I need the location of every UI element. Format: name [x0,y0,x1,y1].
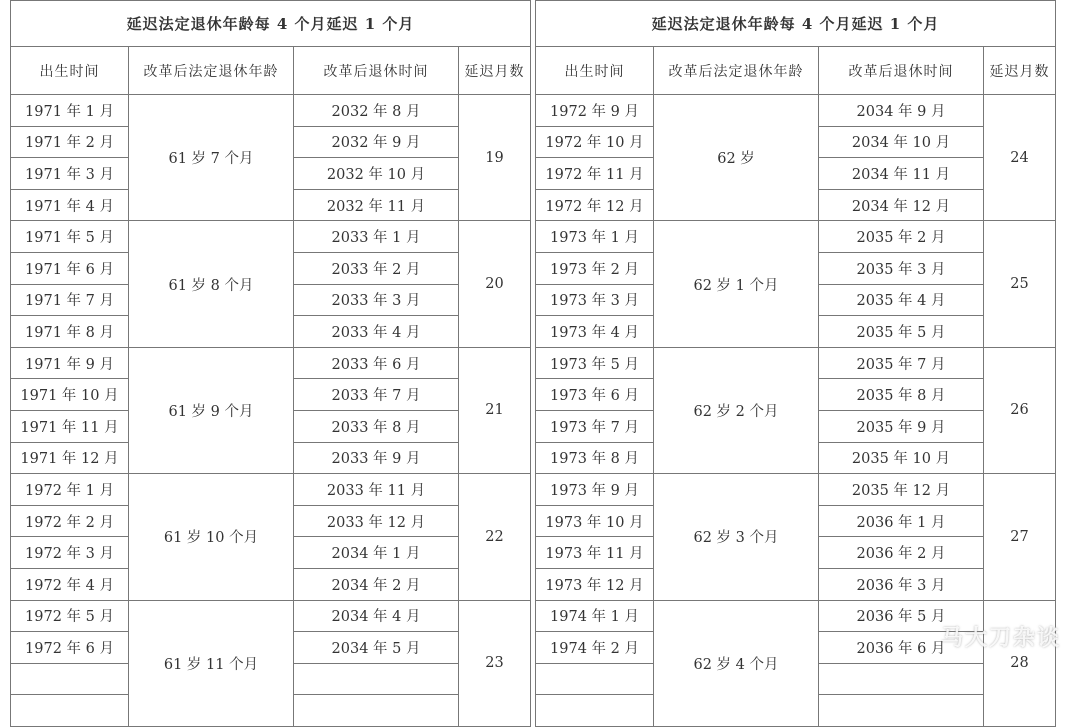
birth-time-cell: 1974 年 2 月 [536,632,654,664]
delay-months-cell: 23 [459,600,531,726]
table-title: 延迟法定退休年龄每 4 个月延迟 1 个月 [536,1,1056,47]
table-row [11,347,531,379]
retirement-age-cell: 62 岁 2 个月 [654,347,819,473]
retirement-time-cell: 2033 年 3 月 [294,284,459,316]
watermark-text: 马大刀杂谈 [940,626,1061,651]
birth-time-cell: 1973 年 10 月 [536,505,654,537]
delay-months-cell: 22 [459,474,531,600]
birth-time-cell [536,695,654,727]
retirement-time-cell: 2032 年 8 月 [294,95,459,127]
birth-time-cell: 1971 年 12 月 [11,442,129,474]
table-row [536,221,1056,253]
retirement-time-cell: 2033 年 6 月 [294,347,459,379]
table-row [536,347,1056,379]
retirement-time-cell: 2035 年 10 月 [819,442,984,474]
retirement-time-cell: 2033 年 8 月 [294,410,459,442]
birth-time-cell: 1972 年 10 月 [536,126,654,158]
birth-time-cell: 1971 年 11 月 [11,410,129,442]
delay-months-cell: 20 [459,221,531,347]
retirement-time-cell: 2034 年 11 月 [819,158,984,190]
retirement-time-cell: 2033 年 12 月 [294,505,459,537]
header-retirement-time: 改革后退休时间 [294,47,459,95]
header-retirement-age: 改革后法定退休年龄 [129,47,294,95]
retirement-table-left [10,0,531,727]
birth-time-cell: 1972 年 1 月 [11,474,129,506]
header-birth-time: 出生时间 [11,47,129,95]
retirement-time-cell: 2035 年 4 月 [819,284,984,316]
birth-time-cell: 1973 年 2 月 [536,252,654,284]
retirement-time-cell [294,663,459,695]
header-delay-months: 延迟月数 [984,47,1056,95]
table-title: 延迟法定退休年龄每 4 个月延迟 1 个月 [11,1,531,47]
retirement-time-cell: 2036 年 2 月 [819,537,984,569]
table-row [536,95,1056,127]
retirement-age-cell: 62 岁 1 个月 [654,221,819,347]
retirement-time-cell: 2036 年 6 月 [819,632,984,664]
retirement-time-cell: 2033 年 11 月 [294,474,459,506]
birth-time-cell: 1971 年 10 月 [11,379,129,411]
birth-time-cell: 1973 年 9 月 [536,474,654,506]
birth-time-cell: 1972 年 2 月 [11,505,129,537]
retirement-time-cell: 2034 年 4 月 [294,600,459,632]
birth-time-cell: 1972 年 11 月 [536,158,654,190]
retirement-time-cell: 2035 年 8 月 [819,379,984,411]
birth-time-cell: 1972 年 9 月 [536,95,654,127]
birth-time-cell: 1973 年 7 月 [536,410,654,442]
birth-time-cell: 1971 年 2 月 [11,126,129,158]
birth-time-cell: 1973 年 3 月 [536,284,654,316]
birth-time-cell: 1973 年 8 月 [536,442,654,474]
retirement-time-cell: 2035 年 9 月 [819,410,984,442]
table-row [536,474,1056,506]
retirement-time-cell [819,695,984,727]
birth-time-cell [536,663,654,695]
retirement-table-right [535,0,1056,727]
birth-time-cell: 1971 年 3 月 [11,158,129,190]
birth-time-cell: 1972 年 4 月 [11,568,129,600]
delay-months-cell: 28 [984,600,1056,726]
birth-time-cell: 1973 年 5 月 [536,347,654,379]
birth-time-cell: 1972 年 3 月 [11,537,129,569]
birth-time-cell: 1971 年 8 月 [11,316,129,348]
birth-time-cell [11,695,129,727]
birth-time-cell: 1971 年 5 月 [11,221,129,253]
retirement-age-cell: 62 岁 4 个月 [654,600,819,726]
retirement-age-cell: 61 岁 7 个月 [129,95,294,221]
retirement-age-cell: 61 岁 11 个月 [129,600,294,726]
retirement-time-cell: 2036 年 5 月 [819,600,984,632]
retirement-time-cell: 2032 年 11 月 [294,189,459,221]
header-birth-time: 出生时间 [536,47,654,95]
birth-time-cell: 1972 年 6 月 [11,632,129,664]
birth-time-cell: 1972 年 5 月 [11,600,129,632]
retirement-time-cell: 2032 年 9 月 [294,126,459,158]
retirement-time-cell: 2034 年 2 月 [294,568,459,600]
table-row [11,221,531,253]
birth-time-cell: 1971 年 1 月 [11,95,129,127]
delay-months-cell: 21 [459,347,531,473]
birth-time-cell: 1973 年 12 月 [536,568,654,600]
right-table-panel [535,0,1056,727]
retirement-age-cell: 61 岁 8 个月 [129,221,294,347]
retirement-time-cell: 2033 年 2 月 [294,252,459,284]
header-retirement-time: 改革后退休时间 [819,47,984,95]
retirement-time-cell: 2034 年 1 月 [294,537,459,569]
birth-time-cell: 1971 年 6 月 [11,252,129,284]
header-delay-months: 延迟月数 [459,47,531,95]
header-retirement-age: 改革后法定退休年龄 [654,47,819,95]
retirement-time-cell: 2035 年 3 月 [819,252,984,284]
left-table-panel [10,0,531,727]
table-row [11,95,531,127]
retirement-age-cell: 61 岁 9 个月 [129,347,294,473]
retirement-time-cell: 2035 年 2 月 [819,221,984,253]
retirement-time-cell: 2034 年 9 月 [819,95,984,127]
birth-time-cell: 1972 年 12 月 [536,189,654,221]
birth-time-cell: 1973 年 1 月 [536,221,654,253]
delay-months-cell: 26 [984,347,1056,473]
delay-months-cell: 19 [459,95,531,221]
delay-months-cell: 24 [984,95,1056,221]
delay-months-cell: 27 [984,474,1056,600]
table-row [11,474,531,506]
retirement-time-cell: 2035 年 12 月 [819,474,984,506]
retirement-time-cell: 2036 年 3 月 [819,568,984,600]
retirement-time-cell: 2036 年 1 月 [819,505,984,537]
retirement-age-cell: 62 岁 [654,95,819,221]
birth-time-cell: 1971 年 4 月 [11,189,129,221]
retirement-time-cell: 2034 年 10 月 [819,126,984,158]
birth-time-cell: 1973 年 4 月 [536,316,654,348]
retirement-time-cell: 2033 年 1 月 [294,221,459,253]
birth-time-cell: 1974 年 1 月 [536,600,654,632]
birth-time-cell: 1971 年 7 月 [11,284,129,316]
retirement-time-cell: 2035 年 7 月 [819,347,984,379]
birth-time-cell: 1973 年 6 月 [536,379,654,411]
retirement-age-cell: 61 岁 10 个月 [129,474,294,600]
birth-time-cell: 1973 年 11 月 [536,537,654,569]
table-row [11,600,531,632]
retirement-time-cell: 2033 年 7 月 [294,379,459,411]
birth-time-cell: 1971 年 9 月 [11,347,129,379]
retirement-time-cell: 2034 年 5 月 [294,632,459,664]
retirement-time-cell: 2033 年 9 月 [294,442,459,474]
retirement-time-cell: 2032 年 10 月 [294,158,459,190]
retirement-time-cell: 2033 年 4 月 [294,316,459,348]
delay-months-cell: 25 [984,221,1056,347]
retirement-time-cell [294,695,459,727]
retirement-time-cell: 2035 年 5 月 [819,316,984,348]
birth-time-cell [11,663,129,695]
retirement-time-cell: 2034 年 12 月 [819,189,984,221]
retirement-time-cell [819,663,984,695]
retirement-age-cell: 62 岁 3 个月 [654,474,819,600]
